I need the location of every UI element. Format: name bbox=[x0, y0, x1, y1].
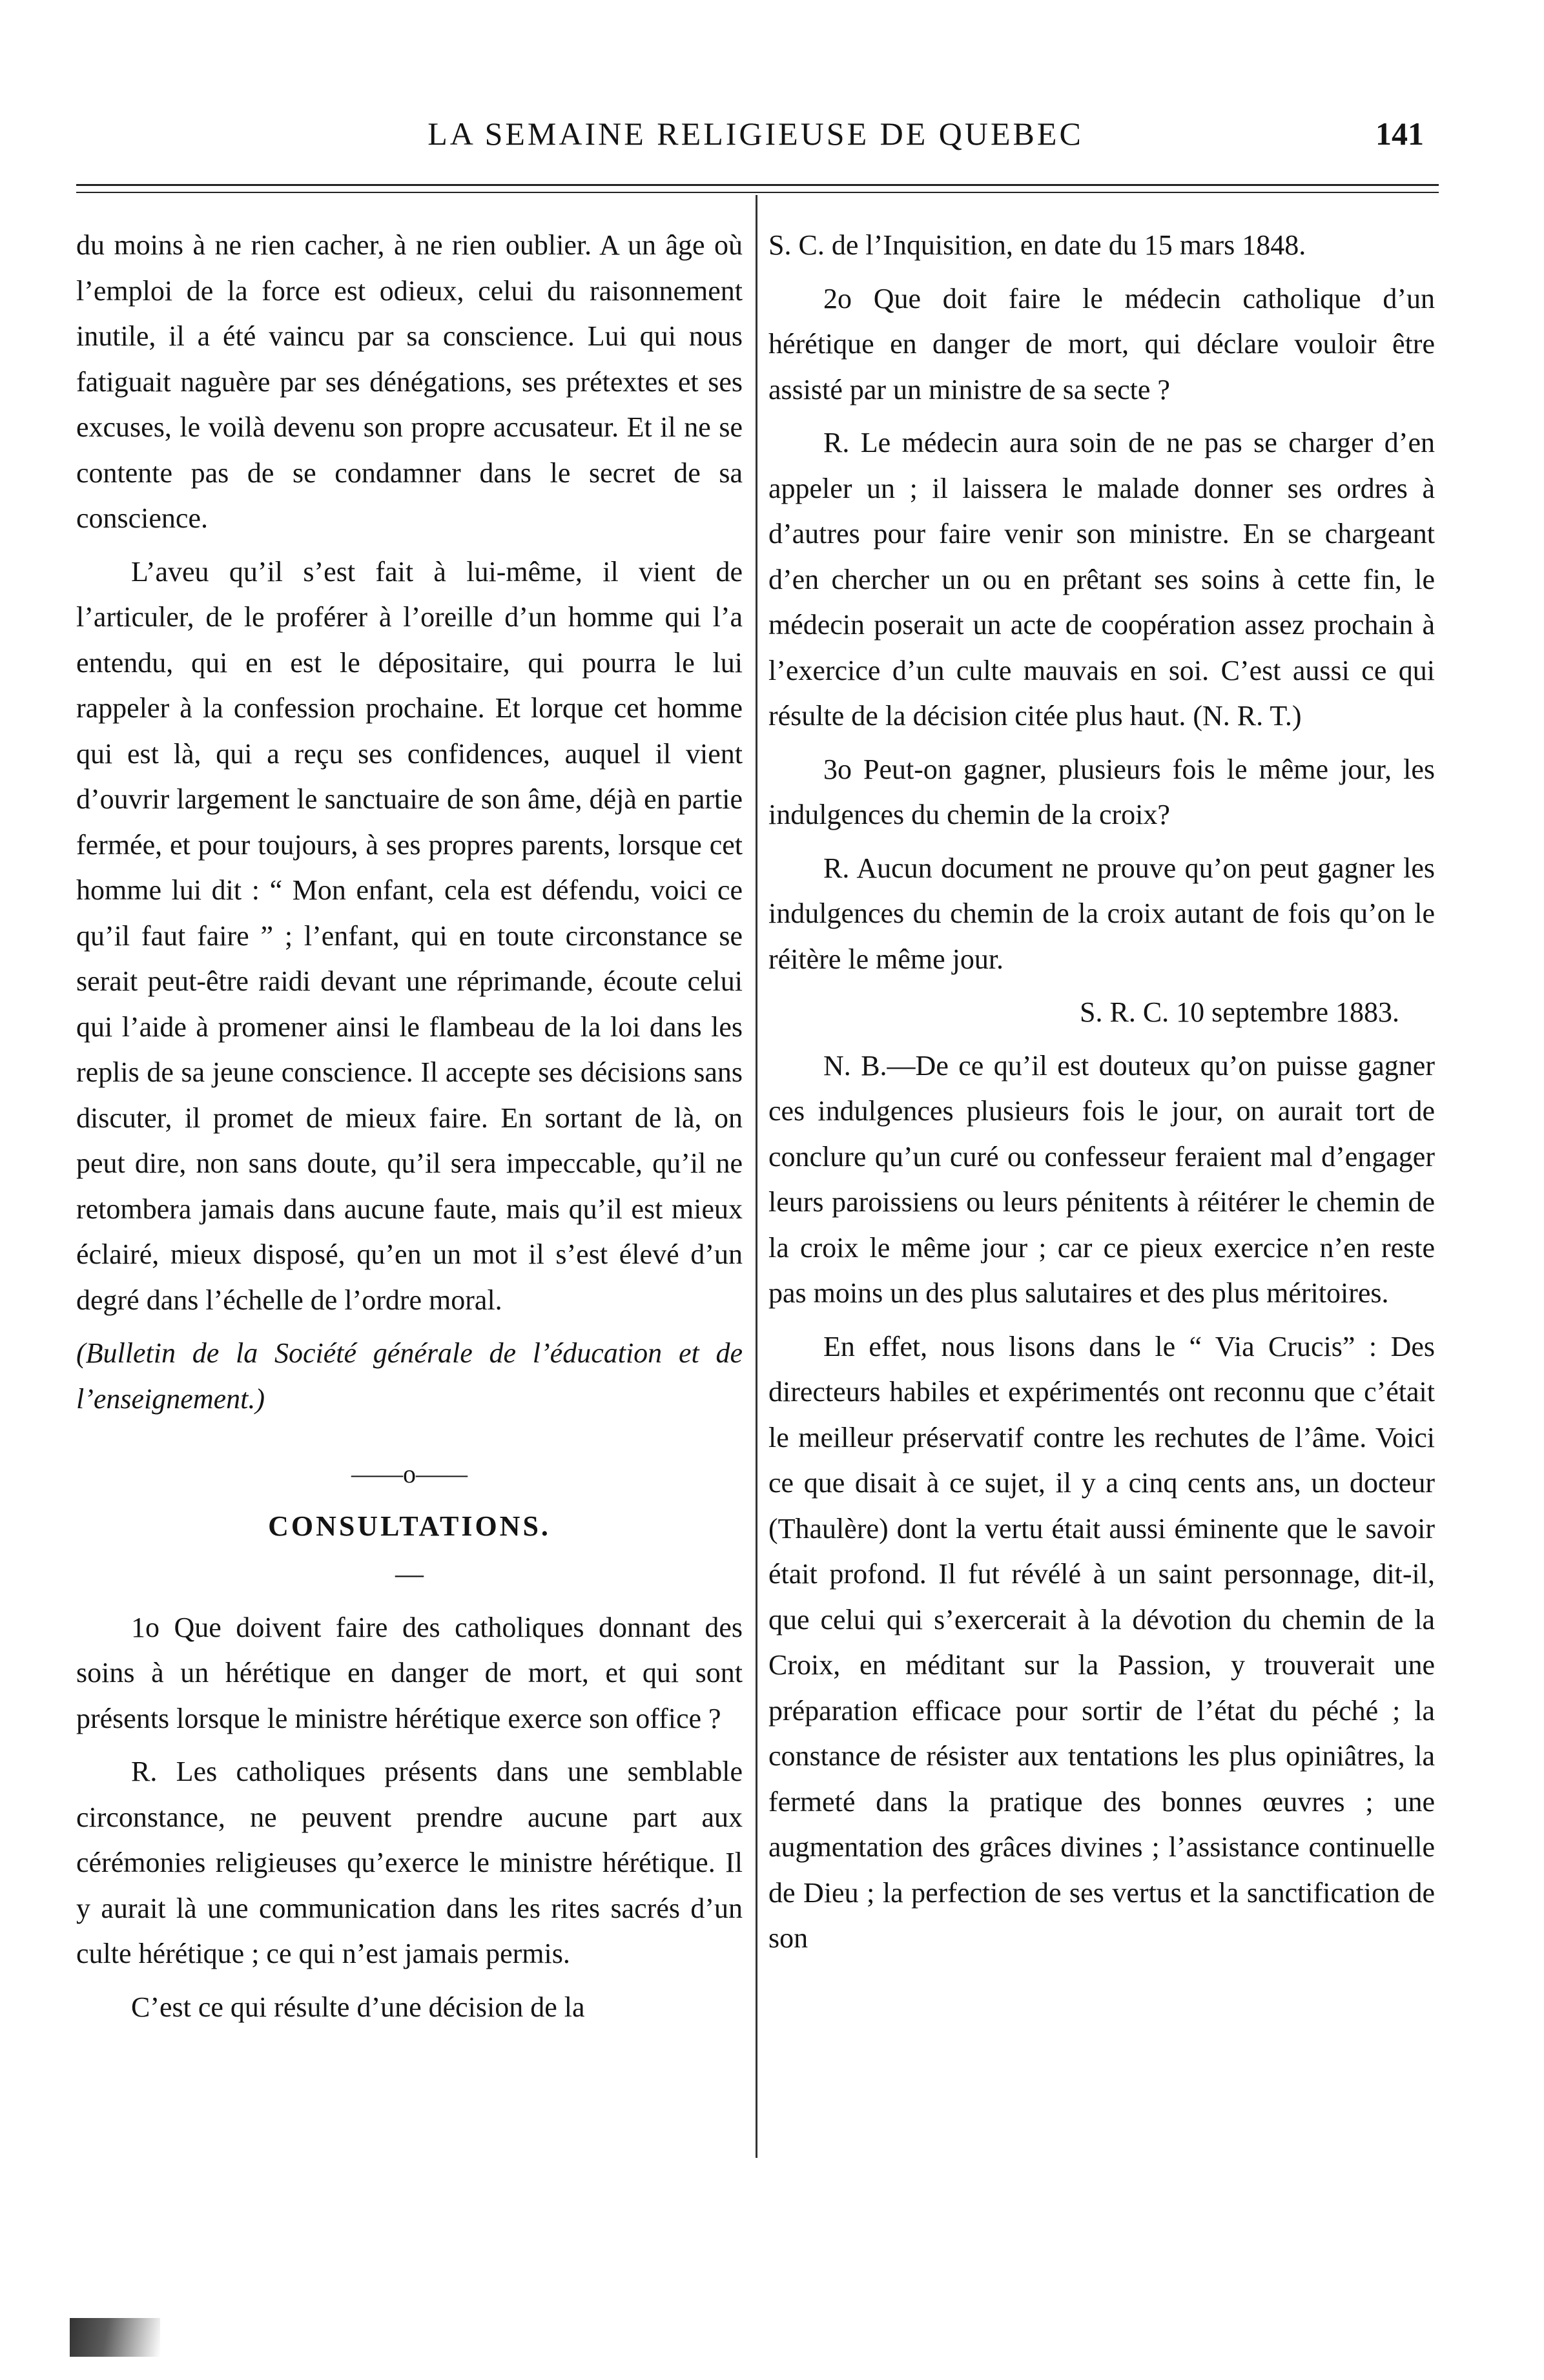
nota-bene: N. B.—De ce qu’il est douteux qu’on puisse gagner ces indulgences plusieurs fois le jour, on aurait tort de conclure qu’un curé ou confesseur feraient mal d’engager leurs paroissiens ou leurs pénitents à réitérer le chemin de la croix le même jour ; car ce pieux exercice n’en reste pas moins un des plus salutaires et des plus méritoires. bbox=[768, 1049, 1435, 1309]
paragraph: L’aveu qu’il s’est fait à lui-même, il vient de l’articuler, de le proférer à l’oreille d’un homme qui l’a entendu, qui en est le dépositaire, qui pourra le lui rappeler à la confession prochaine. Et lorque cet homme qui est là, qui a reçu ses confidences, auquel il vient d’ouvrir largement le sanctuaire de son âme, déjà en partie fermée, et pour toujours, à ses propres parents, lorsque cet homme lui dit : “ Mon enfant, cela est défendu, voici ce qu’il faut faire ” ; l’enfant, qui en toute circonstance se serait peut-être raidi devant une réprimande, écoute celui qui l’aide à promener ainsi le flambeau de la loi dans les replis de sa jeune conscience. Il accepte ses décisions sans discuter, il promet de mieux faire. En sortant de là, on peut dire, non sans doute, qu’il sera impeccable, qu’il ne retombera jamais dans aucune faute, mais qu’il est mieux éclairé, mieux disposé, qu’en un mot il s’est élevé d’un degré dans l’échelle de l’ordre moral. bbox=[76, 555, 743, 1316]
answer: R. Le médecin aura soin de ne pas se charger d’en appeler un ; il laissera le malade donner ses ordres à d’autres pour faire venir son ministre. En se chargeant d’en chercher un ou en prêtant ses soins à cette fin, le médecin poserait un acte de coopération assez prochain à l’exercice d’un culte mauvais en soi. C’est aussi ce qui résulte de la décision citée plus haut. (N. R. T.) bbox=[768, 427, 1435, 732]
header-rule bbox=[76, 184, 1439, 186]
header-rule-thin bbox=[76, 192, 1439, 193]
section-separator: ——o—— bbox=[351, 1459, 468, 1488]
column-divider bbox=[756, 195, 757, 2158]
section-heading: CONSULTATIONS. bbox=[268, 1510, 551, 1542]
page-header bbox=[71, 115, 1440, 173]
question: 3o Peut-on gagner, plusieurs fois le même jour, les indulgences du chemin de la croix? bbox=[768, 753, 1435, 830]
question: 1o Que doivent faire des catholiques donnant des soins à un hérétique en danger de mort, et qui sont présents lorsque le ministre hérétique exerce son office ? bbox=[76, 1611, 743, 1734]
paragraph: C’est ce qui résulte d’une décision de la bbox=[131, 1991, 585, 2023]
question: 2o Que doit faire le médecin catholique d’un hérétique en danger de mort, qui déclare vouloir être assisté par un ministre de sa secte ? bbox=[768, 282, 1435, 405]
paragraph: du moins à ne rien cacher, à ne rien oublier. A un âge où l’emploi de la force est odieux, celui du raisonnement inutile, il a été vaincu par sa conscience. Lui qui nous fatiguait naguère par ses dénégations, ses prétextes et ses excuses, le voilà devenu son propre accusateur. Et il ne se contente pas de se condamner dans le secret de sa conscience. bbox=[76, 229, 743, 534]
paragraph: S. C. de l’Inquisition, en date du 15 mars 1848. bbox=[768, 229, 1306, 261]
running-title: LA SEMAINE RELIGIEUSE DE QUEBEC bbox=[427, 116, 1084, 152]
page-number: 141 bbox=[1375, 116, 1424, 152]
paragraph: En effet, nous lisons dans le “ Via Crucis” : Des directeurs habiles et expérimentés ont reconnu que c’était le meilleur préservatif contre les rechutes de l’âme. Voici ce que disait à ce sujet, il y a cinq cents ans, un docteur (Thaulère) dont la vertu était aussi éminente que le savoir était profond. Il fut révélé à un saint personnage, dit-il, que celui qui s’exercerait à la dévotion du chemin de la Croix, en méditant sur la Passion, y trouverait une préparation efficace pour sortir de l’état du péché ; la constance de résister aux tentations les plus opiniâtres, la fermeté dans la pratique des bonnes œuvres ; une augmentation des grâces divines ; l’assistance continuelle de Dieu ; la perfection de ses vertus et la sanctification de son bbox=[768, 1330, 1435, 1954]
answer: R. Les catholiques présents dans une semblable circonstance, ne peuvent prendre aucune part aux cérémonies religieuses qu’exerce le ministre hérétique. Il y aurait là une communication dans les rites sacrés d’un culte hérétique ; ce qui n’est jamais permis. bbox=[76, 1756, 743, 1969]
citation: (Bulletin de la Société générale de l’éducation et de l’enseignement.) bbox=[76, 1337, 743, 1415]
decree-date: S. R. C. 10 septembre 1883. bbox=[1080, 996, 1399, 1028]
answer: R. Aucun document ne prouve qu’on peut gagner les indulgences du chemin de la croix autant de fois qu’on le réitère le même jour. bbox=[768, 852, 1435, 975]
heading-dash: — bbox=[395, 1558, 424, 1590]
left-column bbox=[76, 223, 743, 2038]
right-column bbox=[768, 223, 1435, 1969]
ink-smudge bbox=[70, 2318, 160, 2357]
